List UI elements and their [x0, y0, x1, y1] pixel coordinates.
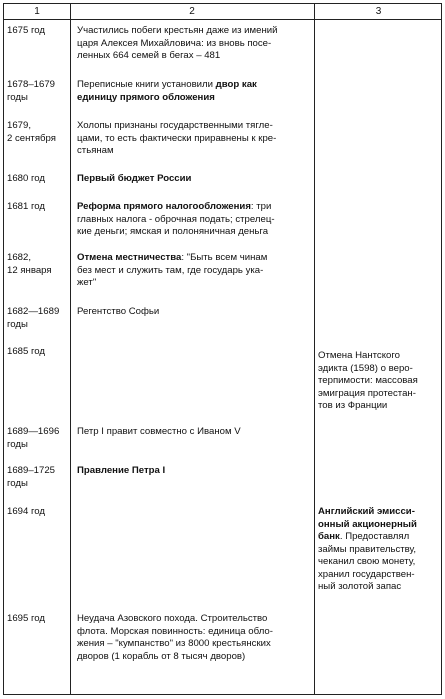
row-date: 1689–1725 годы: [7, 465, 56, 489]
row-date: 1681 год: [7, 201, 46, 212]
row-event: [77, 79, 309, 104]
row-date: 1682, 12 января: [7, 252, 52, 276]
row-event: Регентство Софьи: [77, 306, 160, 317]
row-event-text: : три главных налога - оброчная подать; стрелец- кие деньги; ямская и полоняничная деньга: [77, 201, 275, 237]
column-divider-2: [314, 4, 315, 694]
row-event: [77, 465, 309, 478]
row-event-highlight: Реформа прямого налогообложения: [77, 201, 251, 212]
row-event: Неудача Азовского похода. Строительство флота. Морская повинность: единица обло- жения – "кумпанство" из 8000 крестьянских дворов (1 корабль от 8 тысяч дворов): [77, 613, 273, 662]
row-world-event: [318, 506, 436, 594]
column-header-2: 2: [189, 6, 195, 17]
row-event: [77, 252, 309, 290]
row-event: Участились побеги крестьян даже из имений царя Алексея Михайловича: из вновь посе- ленных 664 семей в бегах – 481: [77, 25, 278, 61]
row-event-text: Переписные книги установили: [77, 79, 216, 90]
row-event-highlight: двор как единицу прямого обложения: [77, 79, 257, 103]
row-date: 1694 год: [7, 506, 46, 517]
row-world-event-highlight: Английский эмисси- онный акционерный банк: [318, 506, 417, 542]
row-date: 1679, 2 сентября: [7, 120, 56, 144]
row-event-highlight: Первый бюджет России: [77, 173, 192, 184]
row-event: [77, 201, 309, 239]
header-rule: [4, 19, 441, 20]
row-event: Холопы признаны государственными тягле- цами, то есть фактически приравнены к кре- стьянам: [77, 120, 277, 156]
row-date: 1682—1689 годы: [7, 306, 60, 330]
row-event-highlight: Отмена местничества: [77, 252, 182, 263]
row-event-highlight: Правление Петра I: [77, 465, 166, 476]
row-date: 1689—1696 годы: [7, 426, 60, 450]
row-date: 1675 год: [7, 25, 46, 36]
row-world-event: Отмена Нантского эдикта (1598) о веро- терпимости: массовая эмиграция протестан- тов из Франции: [318, 350, 418, 411]
row-world-event-text: . Предоставлял займы правительству, чеканил свою монету, хранил государствен- ный золотой запас: [318, 531, 417, 592]
row-event: Петр I правит совместно с Иваном V: [77, 426, 241, 437]
row-date: 1685 год: [7, 346, 46, 357]
row-date: 1678–1679 годы: [7, 79, 56, 103]
row-date: 1680 год: [7, 173, 46, 184]
row-event-text: : "Быть всем чинам без мест и служить там, где государь ука- жет": [77, 252, 268, 288]
row-event: [77, 173, 309, 186]
row-date: 1695 год: [7, 613, 46, 624]
column-header-1: 1: [34, 6, 40, 17]
column-header-3: 3: [375, 6, 382, 17]
